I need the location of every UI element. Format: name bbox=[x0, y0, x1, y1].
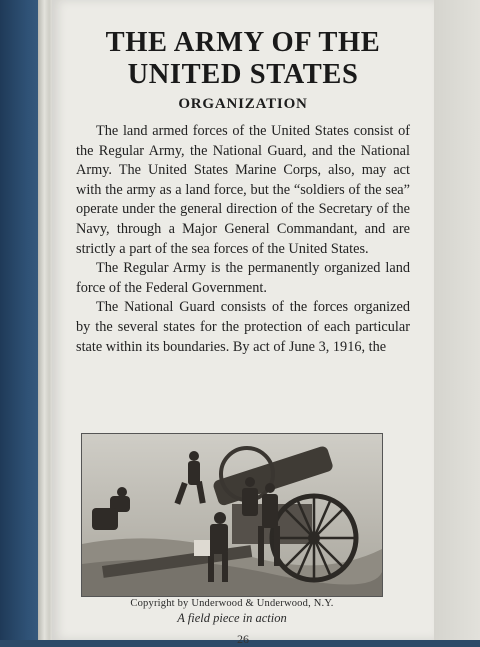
section-heading: ORGANIZATION bbox=[178, 96, 308, 112]
adjacent-page-edge bbox=[434, 0, 480, 640]
photo-credit: Copyright by Underwood & Underwood, N.Y. bbox=[130, 598, 334, 609]
paragraph-2: The Regular Army is the permanently organized land force of the Federal Government. bbox=[76, 260, 410, 296]
page-number: 26 bbox=[237, 632, 249, 646]
book-page bbox=[52, 0, 434, 646]
paragraph-3: The National Guard consists of the forces organized by the several states for the protection of each particular state within its boundaries. By act of June 3, 1916, the bbox=[76, 299, 410, 355]
photo-caption: A field piece in action bbox=[177, 611, 287, 625]
paragraph-1: The land armed forces of the United States consist of the Regular Army, the National Guard, and the National Army. The United States Marine Corps, also, may act with the army as a land force, but the “soldiers of the sea” operate under the general direction of the Secretary of the Navy, through a Major General Commandant, and are strictly a part of the sea forces of the United States. bbox=[76, 123, 410, 257]
page-title: THE ARMY OF THE UNITED STATES bbox=[105, 27, 381, 90]
field-piece-photo bbox=[81, 433, 383, 597]
body-text bbox=[76, 122, 410, 357]
